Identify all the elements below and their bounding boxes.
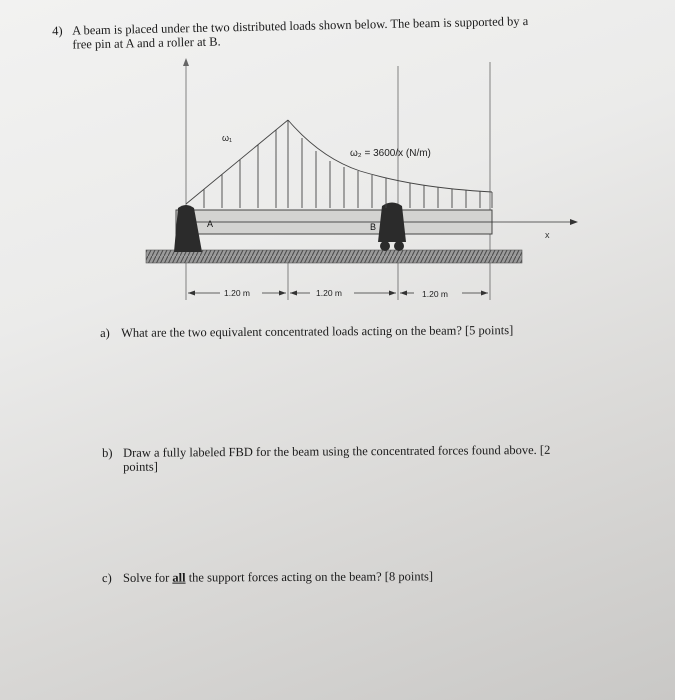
question-c-label: c): [102, 570, 112, 585]
question-c: [102, 568, 622, 585]
support-b-roller: [378, 203, 406, 252]
dimension-1: 1.20 m: [224, 288, 250, 298]
question-b-line-2: points]: [123, 459, 158, 474]
ground-hatch: [146, 250, 522, 263]
question-a-label: a): [100, 325, 110, 340]
reference-lines: [183, 58, 490, 300]
dimension-3: 1.20 m: [422, 289, 448, 299]
distributed-load-w2: [288, 120, 492, 208]
question-b-label: b): [102, 445, 113, 460]
question-c-pre: Solve for: [122, 570, 173, 585]
question-c-emphasis: all: [172, 570, 186, 585]
w2-label: ω₂ = 3600/x (N/m): [350, 148, 431, 159]
problem-number: 4): [52, 23, 63, 38]
question-b-line-1: Draw a fully labeled FBD for the beam using the concentrated forces found above. [2: [122, 442, 551, 460]
distributed-load-w1: [186, 120, 288, 208]
x-axis-label: x: [545, 230, 550, 240]
dimension-2: 1.20 m: [316, 288, 342, 298]
problem-line-1: A beam is placed under the two distributed loads shown below. The beam is supported by a: [71, 14, 529, 38]
question-b: [102, 442, 622, 474]
question-c-post: the support forces acting on the beam? [8 points]: [185, 569, 434, 585]
problem-line-2: free pin at A and a roller at B.: [72, 34, 221, 52]
support-a-label: A: [207, 219, 214, 229]
w1-label: ω₁: [222, 133, 233, 143]
support-b-label: B: [370, 222, 377, 232]
question-a-text: What are the two equivalent concentrated loads acting on the beam? [5 points]: [120, 323, 514, 340]
